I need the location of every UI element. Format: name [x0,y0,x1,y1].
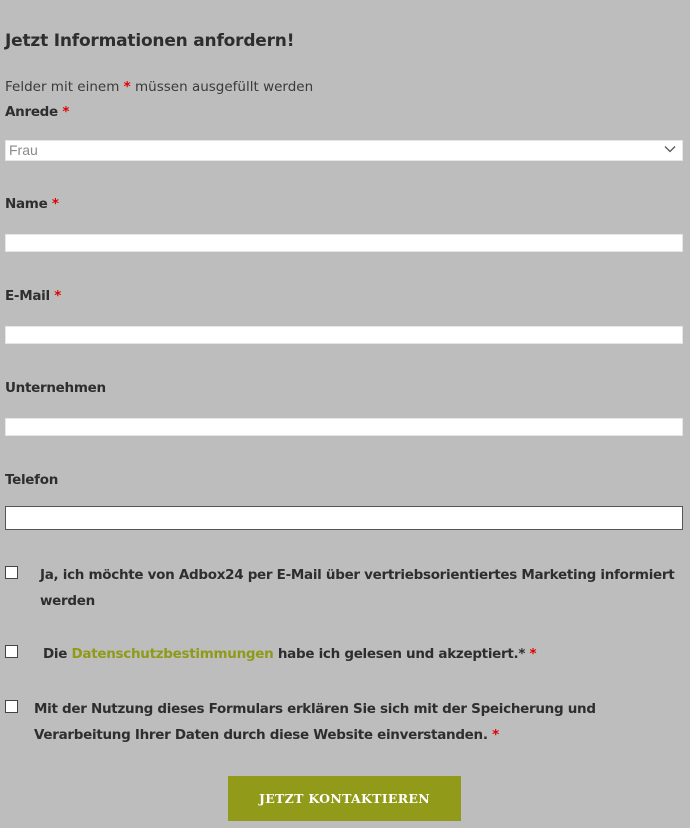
required-note-prefix: Felder mit einem [5,79,120,95]
required-star: * [62,104,70,120]
name-label [5,196,59,212]
data-consent-line2-text: Verarbeitung Ihrer Daten durch diese Website einverstanden. [34,727,488,743]
required-star: * [51,196,59,212]
required-fields-note [5,79,313,95]
marketing-text-line1: Ja, ich möchte von Adbox24 per E-Mail über vertriebsorientiertes Marketing informiert [40,567,675,583]
email-label [5,288,61,304]
data-consent-line2 [34,722,596,748]
data-consent-line1: Mit der Nutzung dieses Formulars erklären Sie sich mit der Speicherung und [34,701,596,717]
required-star: * [54,288,61,304]
privacy-policy-link[interactable]: Datenschutzbestimmungen [71,646,274,662]
required-star: * [529,646,537,662]
anrede-label-text: Anrede [5,104,58,120]
privacy-consent-text [43,641,536,667]
anrede-selected-value: Frau [9,142,38,158]
privacy-text-suffix: habe ich gelesen und akzeptiert.* [277,646,526,662]
marketing-consent-text [40,562,674,614]
marketing-text-line2: werden [40,593,95,609]
data-consent-checkbox[interactable] [5,700,18,713]
data-consent-text [34,696,596,748]
anrede-select[interactable] [5,140,683,161]
phone-input[interactable] [5,506,683,530]
required-star: * [492,727,499,743]
marketing-checkbox[interactable] [5,566,18,579]
company-label: Unternehmen [5,380,106,396]
email-input[interactable] [5,326,683,344]
chevron-down-icon [663,142,677,156]
company-input[interactable] [5,418,683,436]
required-note-suffix: müssen ausgefüllt werden [135,79,314,95]
privacy-text-prefix: Die [43,646,68,662]
privacy-checkbox[interactable] [5,645,18,658]
submit-button[interactable]: JETZT KONTAKTIEREN [228,776,461,821]
required-star: * [123,79,131,95]
email-label-text: E-Mail [5,288,50,304]
name-label-text: Name [5,196,48,212]
name-input[interactable] [5,234,683,252]
anrede-label [5,104,69,120]
phone-label: Telefon [5,472,59,488]
form-title: Jetzt Informationen anfordern! [5,31,295,51]
